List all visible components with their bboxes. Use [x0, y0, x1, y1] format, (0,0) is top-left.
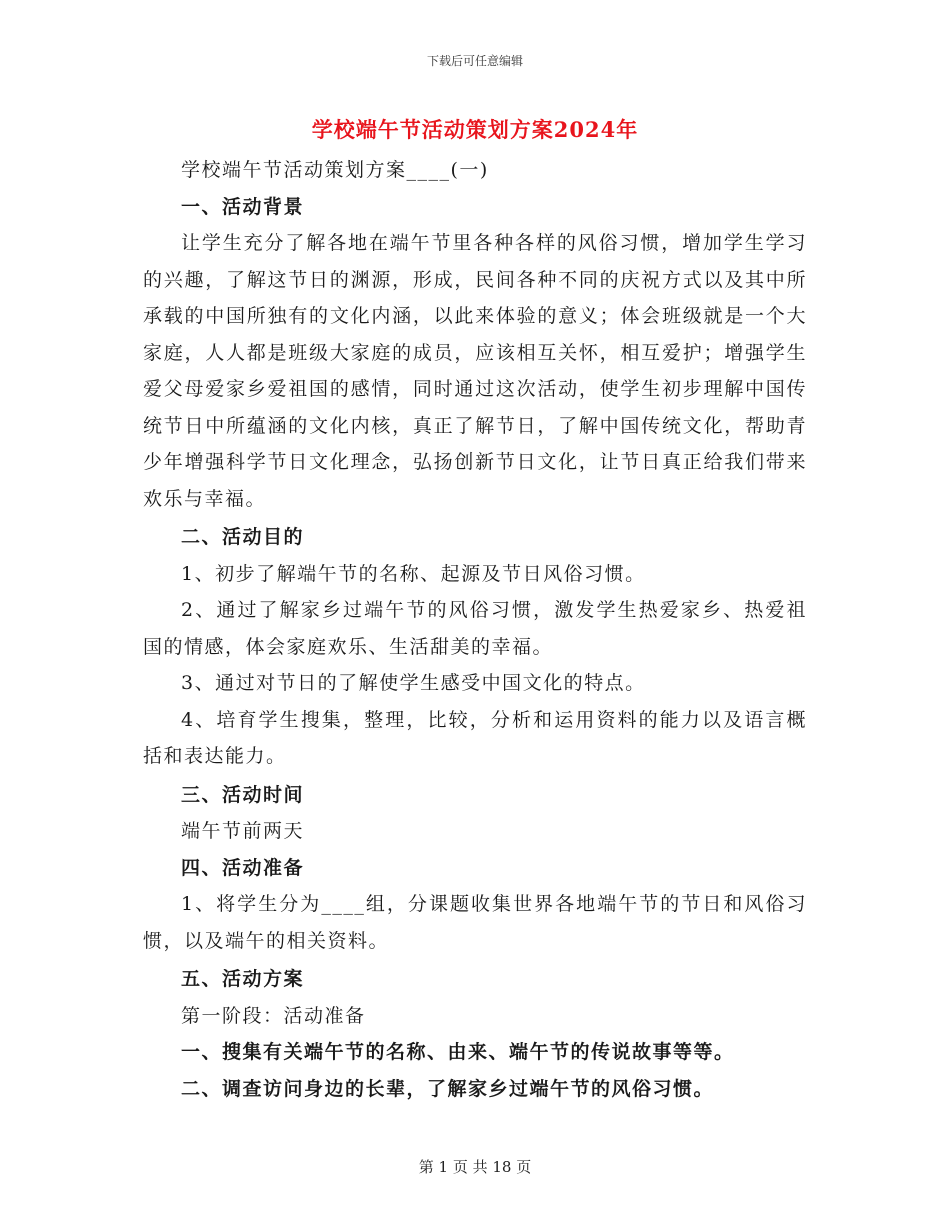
document-title: 学校端午节活动策划方案2024年: [311, 117, 639, 142]
section-heading-preparation: 四、活动准备: [181, 856, 305, 879]
plan-step-1: 一、搜集有关端午节的名称、由来、端午节的传说故事等等。: [181, 1041, 735, 1063]
section-heading-goals: 二、活动目的: [181, 526, 305, 548]
page-number: 第 1 页 共 18 页: [418, 1158, 532, 1176]
background-paragraph: 让学生充分了解各地在端午节里各种各样的风俗习惯，增加学生学习的兴趣，了解这节日的渊源，形成，民间各种不同的庆祝方式以及其中所承载的中国所独有的文化内涵，以此来体验的意义；体会班级就是一个大家庭，人人都是班级大家庭的成员，应该相互关怀，相互爱护；增强学生爱父母爱家乡爱祖国的感情，同时通过这次活动，使学生初步理解中国传统节日中所蕴涵的文化内核，真正了解节日，了解中国传统文化，帮助青少年增强科学节日文化理念，弘扬创新节日文化，让节日真正给我们带来欢乐与幸福。: [143, 232, 807, 510]
document-body: [143, 152, 807, 1107]
preparation-item-1: 1、将学生分为____组，分课题收集世界各地端午节的节日和风俗习惯，以及端午的相关资料。: [143, 893, 807, 952]
goal-item-4: 4、培育学生搜集，整理，比较，分析和运用资料的能力以及语言概括和表达能力。: [143, 708, 807, 767]
time-paragraph: 端午节前两天: [181, 820, 305, 842]
goal-item-1: 1、初步了解端午节的名称、起源及节日风俗习惯。: [181, 562, 646, 585]
subtitle: 学校端午节活动策划方案____(一): [181, 159, 489, 181]
plan-step-2: 二、调查访问身边的长辈，了解家乡过端午节的风俗习惯。: [181, 1077, 715, 1100]
goal-item-3: 3、通过对节日的了解使学生感受中国文化的特点。: [181, 672, 646, 694]
section-heading-background: 一、活动背景: [181, 195, 305, 218]
section-heading-plan: 五、活动方案: [181, 968, 305, 990]
goal-item-2: 2、通过了解家乡过端午节的风俗习惯，激发学生热爱家乡、热爱祖国的情感，体会家庭欢乐、生活甜美的幸福。: [143, 599, 807, 658]
plan-stage-1: 第一阶段：活动准备: [181, 1004, 366, 1027]
section-heading-time: 三、活动时间: [181, 783, 305, 806]
page-header-note: 下载后可任意编辑: [426, 54, 523, 68]
